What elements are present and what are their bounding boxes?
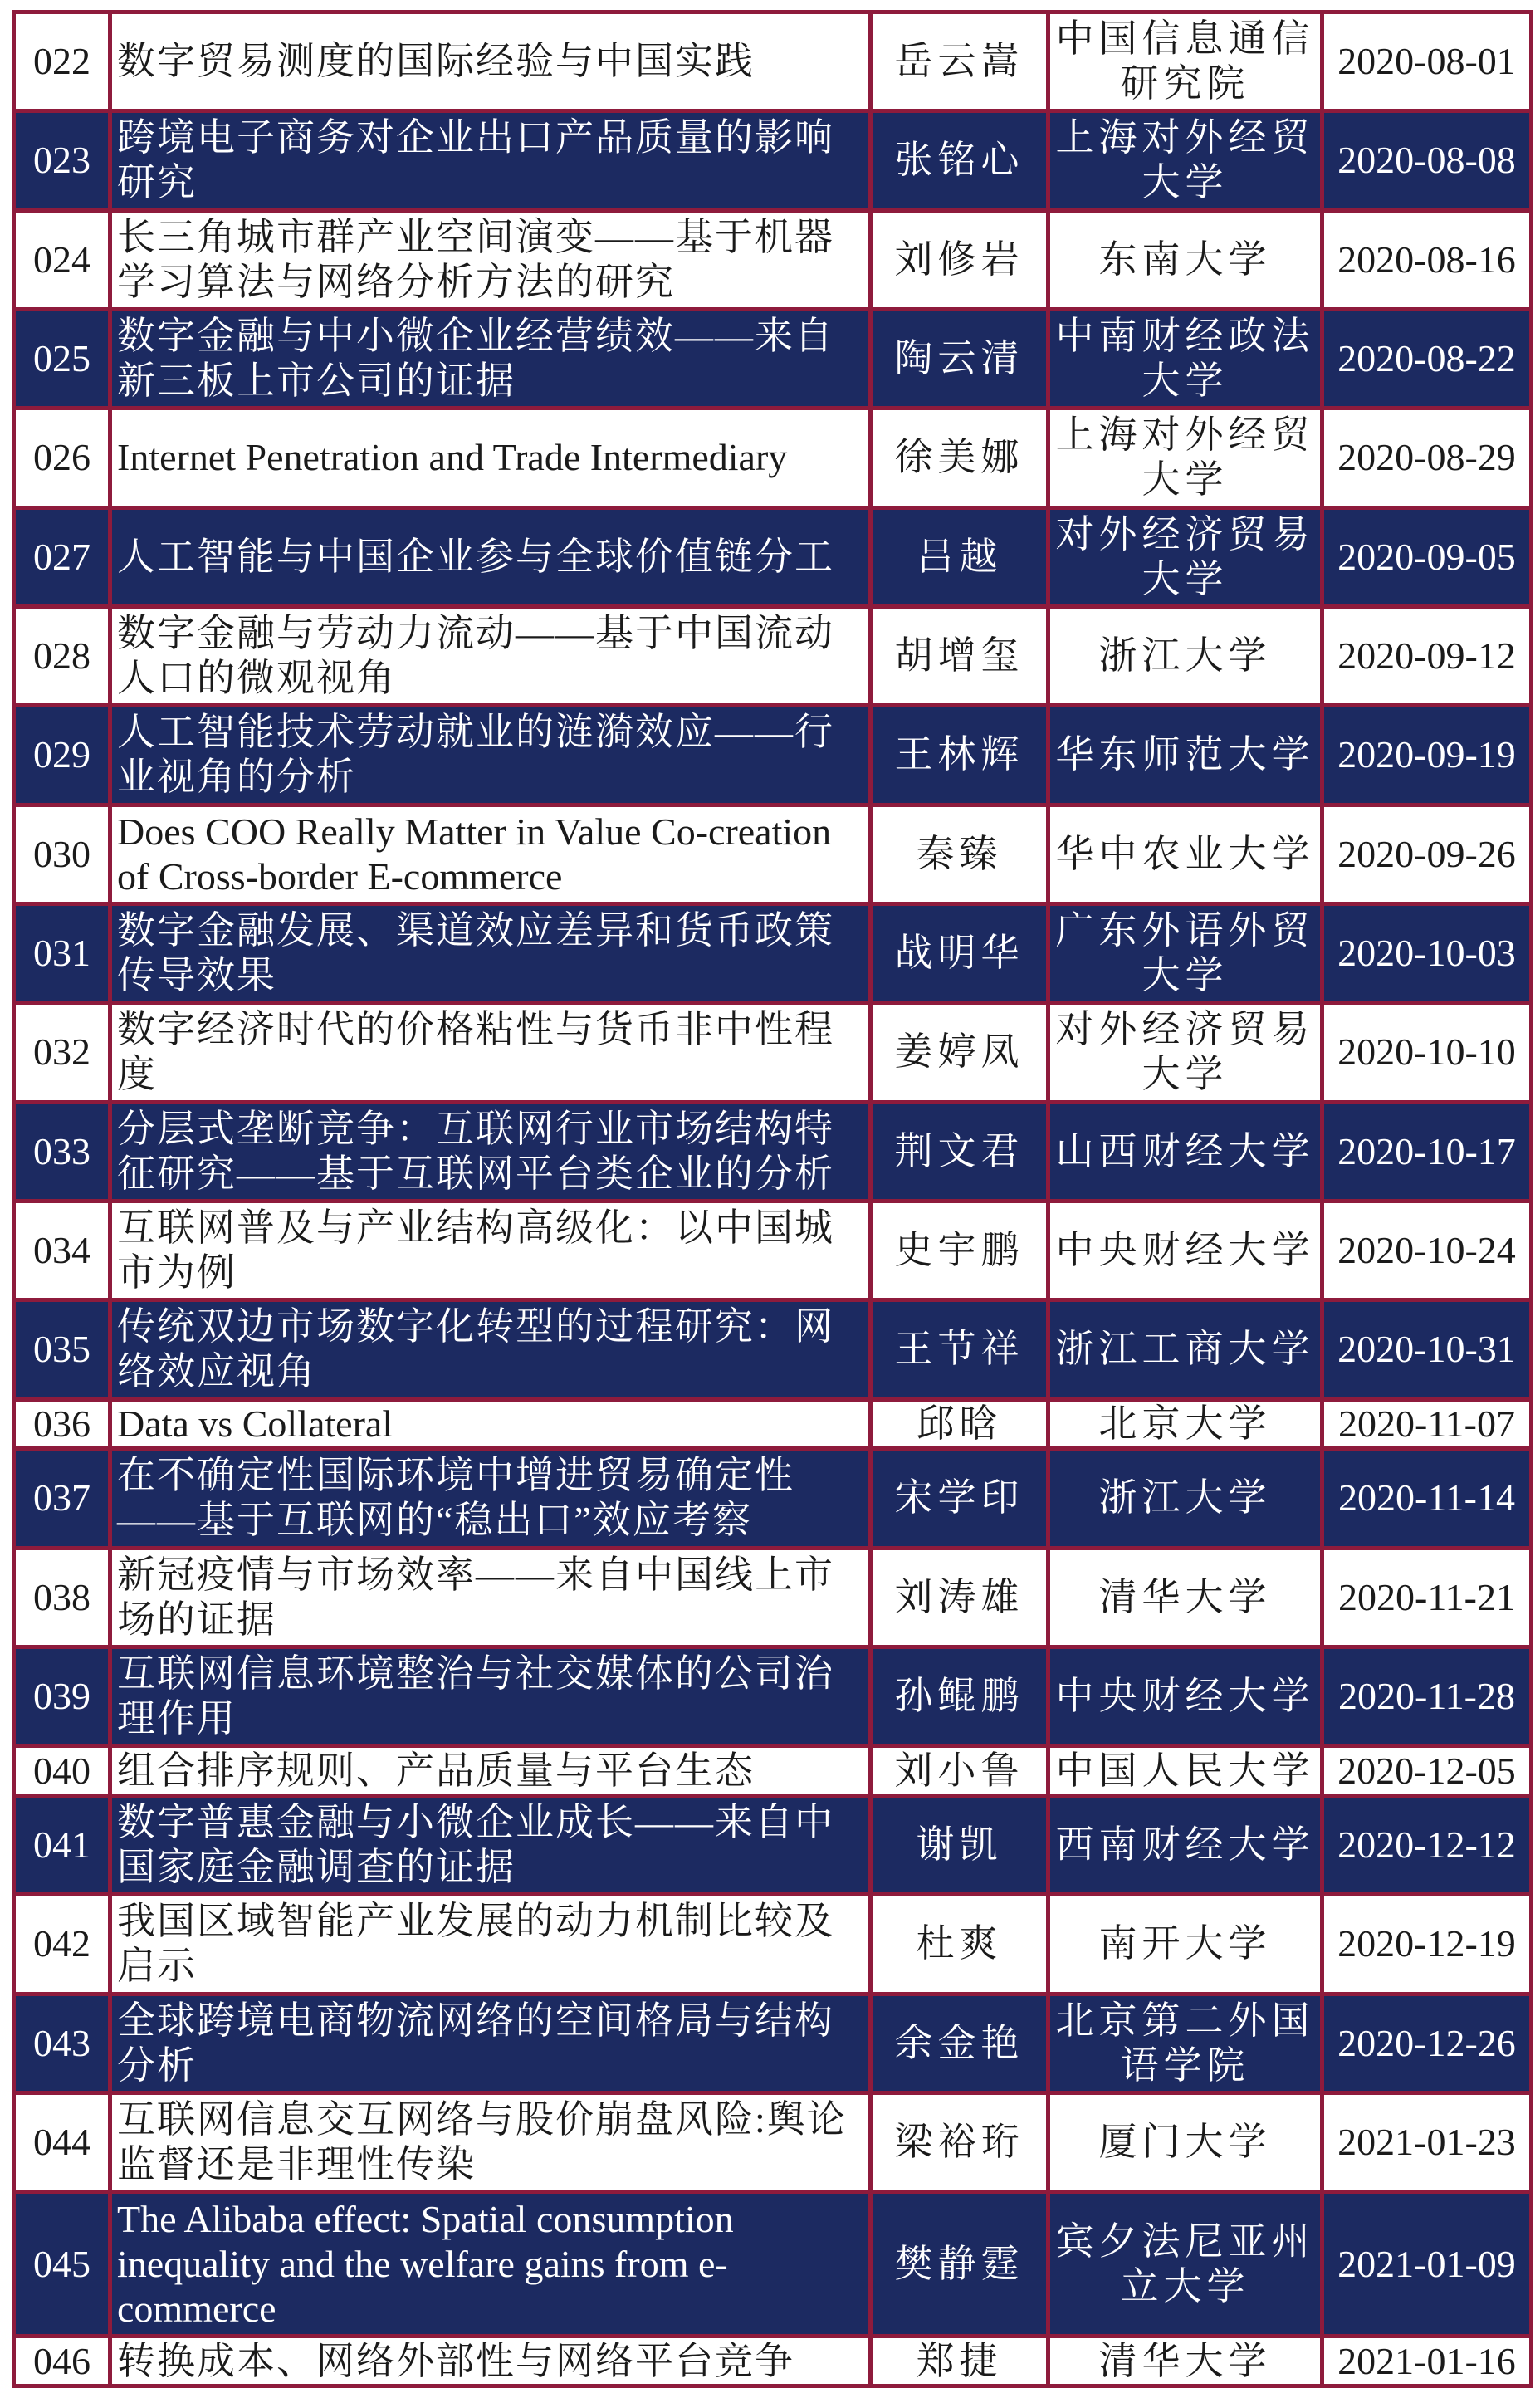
row-author: 姜婷凤 bbox=[871, 1003, 1049, 1102]
row-author: 孙鲲鹏 bbox=[871, 1647, 1049, 1745]
table-row bbox=[14, 1895, 1532, 1994]
row-author: 吕越 bbox=[871, 507, 1049, 606]
row-number: 042 bbox=[14, 1895, 110, 1994]
seminar-schedule-table bbox=[12, 10, 1533, 2388]
row-date: 2021-01-16 bbox=[1322, 2337, 1532, 2386]
row-date: 2021-01-23 bbox=[1322, 2092, 1532, 2191]
row-author: 张铭心 bbox=[871, 111, 1049, 210]
row-author: 郑捷 bbox=[871, 2337, 1049, 2386]
table-row bbox=[14, 507, 1532, 606]
table-row bbox=[14, 1399, 1532, 1449]
table-row bbox=[14, 210, 1532, 309]
row-institution: 清华大学 bbox=[1049, 1548, 1322, 1647]
row-date: 2020-10-10 bbox=[1322, 1003, 1532, 1102]
row-institution: 北京大学 bbox=[1049, 1399, 1322, 1449]
table-row bbox=[14, 2192, 1532, 2337]
row-number: 027 bbox=[14, 507, 110, 606]
row-title: 组合排序规则、产品质量与平台生态 bbox=[110, 1746, 871, 1796]
row-number: 034 bbox=[14, 1201, 110, 1299]
row-author: 宋学印 bbox=[871, 1449, 1049, 1548]
row-title: 转换成本、网络外部性与网络平台竞争 bbox=[110, 2337, 871, 2386]
row-date: 2020-11-21 bbox=[1322, 1548, 1532, 1647]
table-row bbox=[14, 903, 1532, 1002]
row-author: 梁裕珩 bbox=[871, 2092, 1049, 2191]
row-author: 刘修岩 bbox=[871, 210, 1049, 309]
row-title: 我国区域智能产业发展的动力机制比较及启示 bbox=[110, 1895, 871, 1994]
row-title: 新冠疫情与市场效率——来自中国线上市场的证据 bbox=[110, 1548, 871, 1647]
row-institution: 华中农业大学 bbox=[1049, 805, 1322, 903]
table-row bbox=[14, 1201, 1532, 1299]
row-number: 022 bbox=[14, 12, 110, 111]
row-institution: 浙江工商大学 bbox=[1049, 1300, 1322, 1399]
row-institution: 中国信息通信研究院 bbox=[1049, 12, 1322, 111]
row-number: 036 bbox=[14, 1399, 110, 1449]
row-institution: 对外经济贸易大学 bbox=[1049, 507, 1322, 606]
row-author: 徐美娜 bbox=[871, 409, 1049, 507]
row-title: Data vs Collateral bbox=[110, 1399, 871, 1449]
row-title: 人工智能与中国企业参与全球价值链分工 bbox=[110, 507, 871, 606]
row-title: 在不确定性国际环境中增进贸易确定性——基于互联网的“稳出口”效应考察 bbox=[110, 1449, 871, 1548]
row-author: 胡增玺 bbox=[871, 606, 1049, 705]
row-author: 王林辉 bbox=[871, 706, 1049, 805]
table-row bbox=[14, 2337, 1532, 2386]
row-author: 荆文君 bbox=[871, 1102, 1049, 1201]
table-row bbox=[14, 12, 1532, 111]
row-institution: 山西财经大学 bbox=[1049, 1102, 1322, 1201]
row-number: 044 bbox=[14, 2092, 110, 2191]
row-number: 026 bbox=[14, 409, 110, 507]
row-title: Does COO Really Matter in Value Co-creation of Cross-border E-commerce bbox=[110, 805, 871, 903]
row-author: 刘涛雄 bbox=[871, 1548, 1049, 1647]
table-row bbox=[14, 1647, 1532, 1745]
row-author: 樊静霆 bbox=[871, 2192, 1049, 2337]
row-institution: 厦门大学 bbox=[1049, 2092, 1322, 2191]
row-number: 028 bbox=[14, 606, 110, 705]
table-row bbox=[14, 1746, 1532, 1796]
row-number: 031 bbox=[14, 903, 110, 1002]
table-row bbox=[14, 2092, 1532, 2191]
row-date: 2020-08-29 bbox=[1322, 409, 1532, 507]
row-institution: 中央财经大学 bbox=[1049, 1201, 1322, 1299]
row-title: 互联网信息环境整治与社交媒体的公司治理作用 bbox=[110, 1647, 871, 1745]
table-row bbox=[14, 1548, 1532, 1647]
row-author: 刘小鲁 bbox=[871, 1746, 1049, 1796]
row-number: 045 bbox=[14, 2192, 110, 2337]
row-number: 030 bbox=[14, 805, 110, 903]
row-title: 人工智能技术劳动就业的涟漪效应——行业视角的分析 bbox=[110, 706, 871, 805]
row-title: 传统双边市场数字化转型的过程研究：网络效应视角 bbox=[110, 1300, 871, 1399]
table-body bbox=[14, 12, 1532, 2386]
row-date: 2020-10-31 bbox=[1322, 1300, 1532, 1399]
row-number: 023 bbox=[14, 111, 110, 210]
row-title: 互联网普及与产业结构高级化：以中国城市为例 bbox=[110, 1201, 871, 1299]
row-title: 跨境电子商务对企业出口产品质量的影响研究 bbox=[110, 111, 871, 210]
table-row bbox=[14, 1300, 1532, 1399]
table-row bbox=[14, 1003, 1532, 1102]
row-author: 陶云清 bbox=[871, 309, 1049, 408]
row-institution: 中央财经大学 bbox=[1049, 1647, 1322, 1745]
row-date: 2020-12-19 bbox=[1322, 1895, 1532, 1994]
row-author: 岳云嵩 bbox=[871, 12, 1049, 111]
row-author: 余金艳 bbox=[871, 1994, 1049, 2092]
row-number: 024 bbox=[14, 210, 110, 309]
table-row bbox=[14, 409, 1532, 507]
row-title: 长三角城市群产业空间演变——基于机器学习算法与网络分析方法的研究 bbox=[110, 210, 871, 309]
row-institution: 上海对外经贸大学 bbox=[1049, 111, 1322, 210]
row-title: 全球跨境电商物流网络的空间格局与结构分析 bbox=[110, 1994, 871, 2092]
table-row bbox=[14, 1449, 1532, 1548]
row-date: 2020-08-22 bbox=[1322, 309, 1532, 408]
row-institution: 广东外语外贸大学 bbox=[1049, 903, 1322, 1002]
row-author: 秦臻 bbox=[871, 805, 1049, 903]
row-date: 2020-12-26 bbox=[1322, 1994, 1532, 2092]
row-institution: 浙江大学 bbox=[1049, 606, 1322, 705]
row-number: 032 bbox=[14, 1003, 110, 1102]
row-institution: 浙江大学 bbox=[1049, 1449, 1322, 1548]
row-date: 2020-11-28 bbox=[1322, 1647, 1532, 1745]
row-institution: 对外经济贸易大学 bbox=[1049, 1003, 1322, 1102]
row-number: 025 bbox=[14, 309, 110, 408]
row-author: 史宇鹏 bbox=[871, 1201, 1049, 1299]
row-number: 041 bbox=[14, 1795, 110, 1894]
row-number: 038 bbox=[14, 1548, 110, 1647]
row-institution: 北京第二外国语学院 bbox=[1049, 1994, 1322, 2092]
row-number: 046 bbox=[14, 2337, 110, 2386]
table-row bbox=[14, 706, 1532, 805]
table-row bbox=[14, 1102, 1532, 1201]
table-row bbox=[14, 309, 1532, 408]
row-date: 2020-10-03 bbox=[1322, 903, 1532, 1002]
row-author: 邱晗 bbox=[871, 1399, 1049, 1449]
row-number: 029 bbox=[14, 706, 110, 805]
row-number: 035 bbox=[14, 1300, 110, 1399]
row-number: 037 bbox=[14, 1449, 110, 1548]
row-title: 数字经济时代的价格粘性与货币非中性程度 bbox=[110, 1003, 871, 1102]
row-title: 分层式垄断竞争：互联网行业市场结构特征研究——基于互联网平台类企业的分析 bbox=[110, 1102, 871, 1201]
row-number: 040 bbox=[14, 1746, 110, 1796]
row-author: 王节祥 bbox=[871, 1300, 1049, 1399]
row-date: 2020-08-16 bbox=[1322, 210, 1532, 309]
row-date: 2020-08-01 bbox=[1322, 12, 1532, 111]
row-date: 2020-11-14 bbox=[1322, 1449, 1532, 1548]
row-institution: 宾夕法尼亚州立大学 bbox=[1049, 2192, 1322, 2337]
row-institution: 中国人民大学 bbox=[1049, 1746, 1322, 1796]
row-date: 2020-12-05 bbox=[1322, 1746, 1532, 1796]
row-date: 2020-09-12 bbox=[1322, 606, 1532, 705]
row-number: 039 bbox=[14, 1647, 110, 1745]
row-title: 数字金融与劳动力流动——基于中国流动人口的微观视角 bbox=[110, 606, 871, 705]
row-institution: 华东师范大学 bbox=[1049, 706, 1322, 805]
row-title: 数字普惠金融与小微企业成长——来自中国家庭金融调查的证据 bbox=[110, 1795, 871, 1894]
table-row bbox=[14, 1795, 1532, 1894]
row-number: 033 bbox=[14, 1102, 110, 1201]
row-date: 2020-09-05 bbox=[1322, 507, 1532, 606]
row-date: 2020-10-24 bbox=[1322, 1201, 1532, 1299]
row-author: 杜爽 bbox=[871, 1895, 1049, 1994]
row-institution: 西南财经大学 bbox=[1049, 1795, 1322, 1894]
row-title: 互联网信息交互网络与股价崩盘风险:舆论监督还是非理性传染 bbox=[110, 2092, 871, 2191]
table-row bbox=[14, 111, 1532, 210]
row-number: 043 bbox=[14, 1994, 110, 2092]
row-date: 2020-12-12 bbox=[1322, 1795, 1532, 1894]
row-title: 数字金融与中小微企业经营绩效——来自新三板上市公司的证据 bbox=[110, 309, 871, 408]
row-institution: 上海对外经贸大学 bbox=[1049, 409, 1322, 507]
row-date: 2020-09-26 bbox=[1322, 805, 1532, 903]
row-author: 谢凯 bbox=[871, 1795, 1049, 1894]
table-row bbox=[14, 805, 1532, 903]
row-date: 2020-11-07 bbox=[1322, 1399, 1532, 1449]
row-title: 数字贸易测度的国际经验与中国实践 bbox=[110, 12, 871, 111]
row-date: 2021-01-09 bbox=[1322, 2192, 1532, 2337]
row-institution: 清华大学 bbox=[1049, 2337, 1322, 2386]
row-date: 2020-10-17 bbox=[1322, 1102, 1532, 1201]
row-institution: 中南财经政法大学 bbox=[1049, 309, 1322, 408]
row-title: The Alibaba effect: Spatial consumption inequality and the welfare gains from e-commerce bbox=[110, 2192, 871, 2337]
table-row bbox=[14, 1994, 1532, 2092]
table-row bbox=[14, 606, 1532, 705]
row-title: 数字金融发展、渠道效应差异和货币政策传导效果 bbox=[110, 903, 871, 1002]
row-institution: 东南大学 bbox=[1049, 210, 1322, 309]
row-date: 2020-08-08 bbox=[1322, 111, 1532, 210]
row-author: 战明华 bbox=[871, 903, 1049, 1002]
row-institution: 南开大学 bbox=[1049, 1895, 1322, 1994]
row-title: Internet Penetration and Trade Intermediary bbox=[110, 409, 871, 507]
row-date: 2020-09-19 bbox=[1322, 706, 1532, 805]
